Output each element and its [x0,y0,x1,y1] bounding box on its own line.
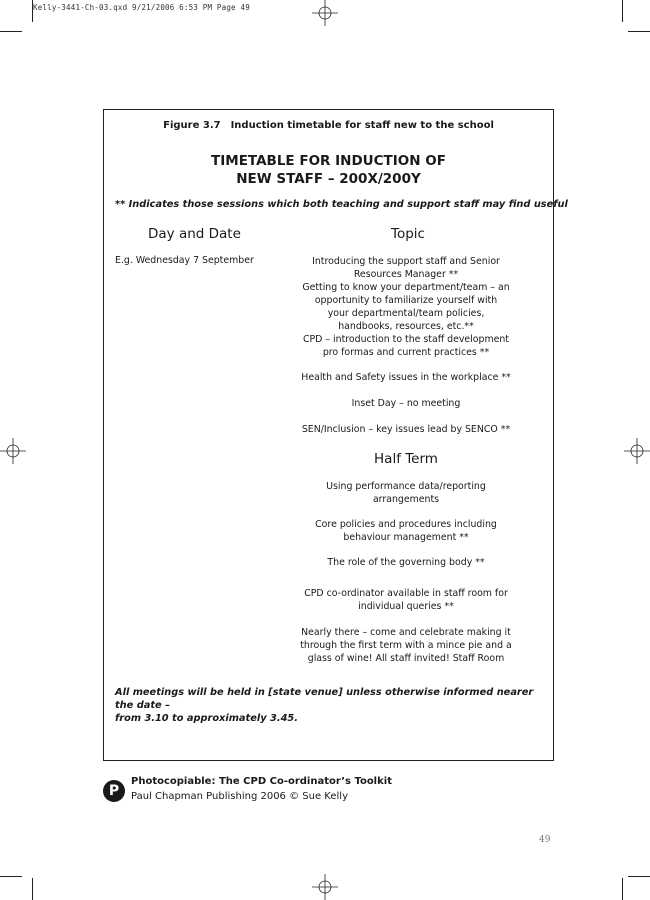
figure-label: Figure 3.7 [163,120,221,131]
topic-line: glass of wine! All staff invited! Staff Room [307,653,505,664]
topic-item [296,480,516,506]
topic-line: Getting to know your department/team – an [302,282,510,293]
crop-mark [622,0,623,22]
crop-mark [622,878,623,900]
registration-mark-icon [312,0,338,26]
shared-sessions-note: ** Indicates those sessions which both teaching and support staff may find useful [115,199,568,210]
figure-caption [104,120,553,131]
topic-item [296,423,516,436]
topic-line: Introducing the support staff and Senior [312,256,500,267]
crop-mark [628,31,650,32]
crop-mark [628,876,650,877]
footer-publisher: Paul Chapman Publishing 2006 © Sue Kelly [131,791,348,802]
topic-line: Health and Safety issues in the workplace ** [301,372,511,383]
topic-line: CPD – introduction to the staff development [302,334,509,345]
topic-line: pro formas and current practices ** [322,347,490,358]
crop-mark [32,878,33,900]
registration-mark-icon [312,874,338,900]
topic-line: individual queries ** [358,601,454,612]
topic-line: Core policies and procedures including [315,519,497,530]
topic-line: your departmental/team policies, [327,308,485,319]
timetable-title-line: TIMETABLE FOR INDUCTION OF [211,153,446,169]
topic-line: through the first term with a mince pie and a [300,640,512,651]
topic-item [296,397,516,410]
meeting-venue-line: from 3.10 to approximately 3.45. [115,713,298,724]
meeting-venue-note [115,686,541,725]
meeting-venue-line: All meetings will be held in [state venue] unless otherwise informed nearer the date – [115,687,534,711]
topic-item [296,518,516,544]
page-number: 49 [539,835,551,845]
registration-mark-icon [0,438,26,464]
topic-item [296,556,516,569]
column-header-day: Day and Date [148,226,241,242]
topic-line: handbooks, resources, etc.** [338,321,474,332]
topic-line: Nearly there – come and celebrate making it [301,627,511,638]
timetable-title-line: NEW STAFF – 200X/200Y [236,171,421,187]
topic-item [296,255,516,359]
figure-caption-text: Induction timetable for staff new to the school [230,120,494,131]
crop-mark [32,0,33,22]
footer-title: Photocopiable: The CPD Co-ordinator’s Toolkit [131,776,392,787]
crop-mark [0,31,22,32]
topic-line: opportunity to familiarize yourself with [314,295,498,306]
timetable-title [104,152,553,188]
topic-line: Inset Day – no meeting [351,398,461,409]
topic-line: behaviour management ** [343,532,469,543]
topic-line: CPD co-ordinator available in staff room for [304,588,508,599]
topic-item [296,587,516,613]
column-header-topic: Topic [391,226,425,242]
half-term-heading: Half Term [374,451,438,467]
topic-line: Resources Manager ** [353,269,459,280]
print-slug: Kelly-3441-Ch-03.qxd 9/21/2006 6:53 PM Page 49 [33,3,250,12]
topic-line: The role of the governing body ** [327,557,485,568]
topic-item [296,626,516,665]
topic-item [296,371,516,384]
registration-mark-icon [624,438,650,464]
topic-line: arrangements [372,494,440,505]
example-date: E.g. Wednesday 7 September [115,255,254,266]
figure-box [103,109,568,761]
topic-line: Using performance data/reporting [326,481,486,492]
photocopiable-icon: P [103,780,125,802]
topic-line: SEN/Inclusion – key issues lead by SENCO ** [301,424,511,435]
crop-mark [0,876,22,877]
